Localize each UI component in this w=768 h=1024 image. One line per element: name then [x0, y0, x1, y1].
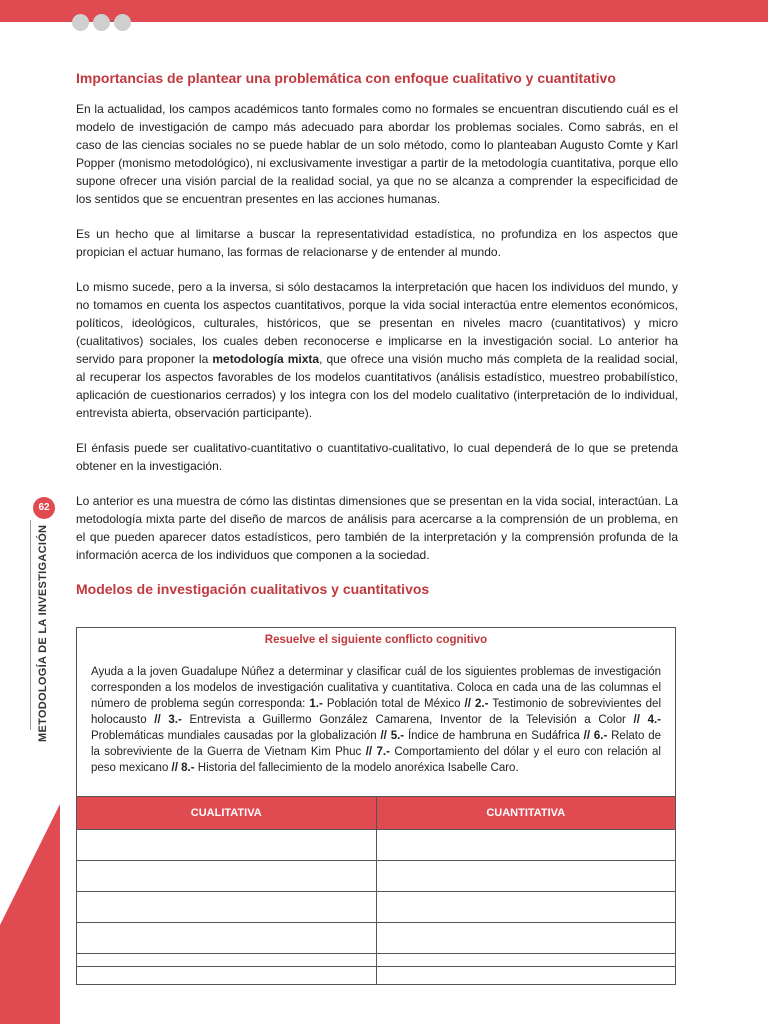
table-row — [77, 830, 676, 861]
dot-icon — [72, 14, 89, 31]
dot-icon — [93, 14, 110, 31]
corner-accent-shape — [0, 804, 60, 1024]
paragraph-3-end: , que ofrece una visión mucho más completa de la realidad social, al recuperar los aspectos favorables de los modelos cuantitativos (análisis estadístico, muestreo probabilístico, aplicación de cuestionarios cerrados) y los integra con los del modelo cualitativo (interpretación de lo individual, entrevista abierta, observación participante). — [76, 352, 678, 420]
problem-number: 7.- — [376, 746, 390, 758]
dot-icon — [114, 14, 131, 31]
paragraph-5: Lo anterior es una muestra de cómo las distintas dimensiones que se presentan en la vida social, interactúan. La metodología mixta parte del diseño de marcos de análisis para acercarse a la comprensión de un problema, en el que pueden aparecer datos estadísticos, pero también de la interpretación y la comprensión profunda de la información acerca de los individuos que componen a la sociedad. — [76, 494, 678, 562]
paragraph-3 — [76, 278, 678, 422]
cuantitativa-cell[interactable] — [376, 861, 676, 892]
cualitativa-cell[interactable] — [77, 923, 377, 954]
problem-text: Entrevista a Guillermo González Camarena, Inventor de la Televisión a Color — [181, 714, 634, 726]
problem-text: Relato de la sobreviviente de la Guerra de Vietnam Kim Phuc — [91, 730, 661, 758]
table-row — [77, 892, 676, 923]
problem-separator: // — [154, 714, 169, 726]
activity-intro: Ayuda a la joven Guadalupe Núñez a determinar y clasificar cuál de los siguientes problemas de investigación corresponden a los modelos de investigación cualitativa y cuantitativa. Coloca en cada una de las columnas el número de problema según corresponda: — [91, 666, 661, 710]
activity-instructions — [91, 664, 661, 776]
cuantitativa-cell[interactable] — [376, 923, 676, 954]
side-divider — [30, 520, 31, 730]
paragraph-2: Es un hecho que al limitarse a buscar la representatividad estadística, no profundiza en los aspectos que propician el actuar humano, las formas de relacionarse y de entender al mundo. — [76, 227, 678, 259]
cualitativa-cell[interactable] — [77, 861, 377, 892]
problem-number: 4.- — [647, 714, 661, 726]
cuantitativa-cell[interactable] — [376, 830, 676, 861]
problem-number: 6.- — [593, 730, 608, 742]
problem-separator: // — [380, 730, 391, 742]
problem-separator: // — [171, 762, 182, 774]
paragraph-1: En la actualidad, los campos académicos tanto formales como no formales se encuentran discutiendo cuál es el modelo de investigación de campo más adecuado para abordar los problemas sociales. Como sabrás, en el caso de las ciencias sociales no se puede hablar de un solo método, como lo planteaban Augusto Comte y Karl Popper (monismo metodológico), ni exclusivamente investigar a partir de la metodología cuantitativa, porque ello supone ofrecer una visión parcial de la realidad social, ya que no se alcanza a comprender la especificidad de los sentidos que se encuentran presentes en las acciones humanas. — [76, 102, 678, 206]
table-row — [77, 923, 676, 954]
paragraph-3-start: Lo mismo sucede, pero a la inversa, si sólo destacamos la interpretación que hacen los individuos del mundo, y no tomamos en cuenta los aspectos cuantitativos, porque la vida social interactúa entre elementos económicos, políticos, ideológicos, culturales, históricos, que se presentan en niveles macro (cuantitativos) y micro (cualitativos) sociales, los cuales deben reconocerse e implicarse en la investigación social. Lo anterior ha servido para proponer la — [76, 280, 678, 366]
problem-text: Comportamiento del dólar y el euro con relación al peso mexicano — [91, 746, 661, 774]
activity-title: Resuelve el siguiente conflicto cognitivo — [264, 634, 488, 646]
problem-text: Índice de hambruna en Sudáfrica — [404, 730, 584, 742]
section-heading-modelos: Modelos de investigación cualitativos y cuantitativos — [76, 581, 430, 597]
cualitativa-cell[interactable] — [77, 892, 377, 923]
problem-text: Población total de México — [322, 698, 465, 710]
problem-separator: // — [464, 698, 475, 710]
page-number-badge: 62 — [33, 497, 55, 519]
problem-text: Testimonio de sobrevivientes del holocausto — [91, 698, 661, 726]
column-header-cualitativa: CUALITATIVA — [77, 797, 377, 830]
column-header-cuantitativa: CUANTITATIVA — [376, 797, 676, 830]
classification-table — [76, 796, 676, 985]
problem-separator: // — [633, 714, 648, 726]
table-row — [77, 861, 676, 892]
problem-separator: // — [583, 730, 594, 742]
table-row — [77, 954, 676, 985]
paragraph-3-bold: metodología mixta — [212, 352, 320, 366]
problem-separator: // — [365, 746, 377, 758]
paragraph-4: El énfasis puede ser cualitativo-cuantitativo o cuantitativo-cualitativo, lo cual dependerá de lo que se pretenda obtener en la investigación. — [76, 441, 678, 473]
problem-number: 3.- — [168, 714, 182, 726]
problem-number: 2.- — [474, 698, 489, 710]
decorative-dots — [72, 14, 131, 31]
problem-number: 1.- — [309, 698, 323, 710]
problem-text: Historia del fallecimiento de la modelo anoréxica Isabelle Caro. — [194, 762, 519, 774]
side-book-title: METODOLOGÍA DE LA INVESTIGACIÓN — [37, 524, 49, 742]
cuantitativa-cell[interactable] — [376, 892, 676, 923]
section-heading-importancias: Importancias de plantear una problemática con enfoque cualitativo y cuantitativo — [76, 70, 616, 86]
problem-number: 8.- — [181, 762, 195, 774]
main-content — [76, 70, 678, 609]
problem-number: 5.- — [390, 730, 405, 742]
cualitativa-cell[interactable] — [77, 954, 377, 985]
problem-text: Problemáticas mundiales causadas por la globalización — [91, 730, 381, 742]
activity-box — [76, 627, 676, 967]
cualitativa-cell[interactable] — [77, 830, 377, 861]
cuantitativa-cell[interactable] — [376, 954, 676, 985]
